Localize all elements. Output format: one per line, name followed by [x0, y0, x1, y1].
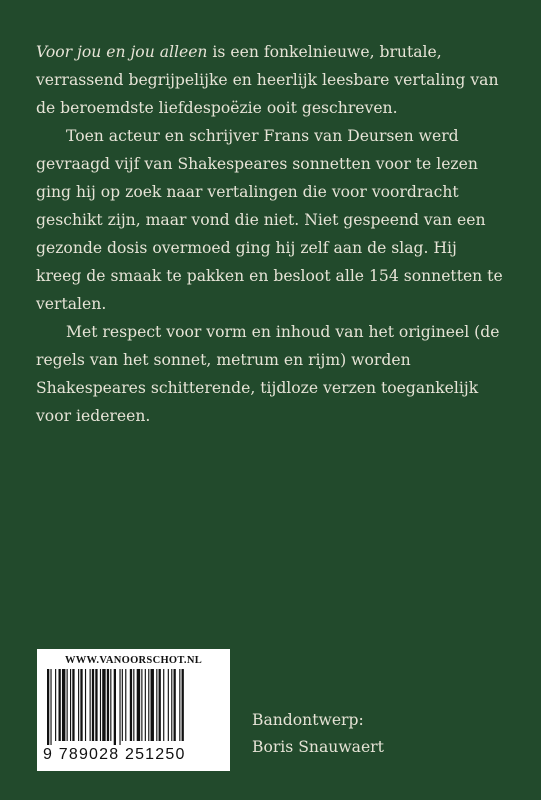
barcode-bar [100, 669, 101, 741]
barcode-bar [163, 669, 164, 741]
credit-name: Boris Snauwaert [252, 738, 384, 756]
barcode-bar [85, 669, 86, 741]
barcode-bar [55, 669, 56, 741]
barcode-bar [119, 669, 120, 745]
barcode-bar [67, 669, 68, 741]
barcode-bar [72, 669, 74, 741]
blurb-paragraph-1-text: is een fonkelnieuwe, brutale, verrassend begrijpelijke en heerlijk leesbare vertaling van de beroemdste liefdespoëzie ooit geschreven. [36, 43, 499, 117]
barcode-bar [92, 669, 94, 741]
barcode-bar [47, 669, 49, 745]
isbn-digits: 9 789028 251250 [43, 746, 186, 763]
publisher-url: WWW.VANOORSCHOT.NL [64, 655, 203, 666]
barcode-bar [107, 669, 109, 741]
barcode-bar [125, 669, 126, 741]
barcode-bar [182, 669, 184, 741]
barcode-bar [80, 669, 82, 741]
blurb-paragraph-1 [36, 38, 506, 122]
barcode-bar [50, 669, 51, 745]
blurb-paragraph-2: Toen acteur en schrijver Frans van Deursen werd gevraagd vijf van Shakespeares sonnetten voor te lezen ging hij op zoek naar vertalingen die voor voordracht geschikt zijn, maar vond die niet. Niet gespeend van een gezonde dosis overmoed ging hij zelf aan de slag. Hij kreeg de smaak te pakken en besloot alle 154 sonnetten te vertalen. [36, 127, 503, 313]
barcode-bars [45, 669, 223, 745]
barcode-bar [148, 669, 149, 741]
barcode-bar [133, 669, 134, 741]
barcode-bar [95, 669, 97, 741]
barcode-bar [141, 669, 142, 741]
blurb-text [36, 38, 506, 430]
blurb-paragraph-3: Met respect voor vorm en inhoud van het origineel (de regels van het sonnet, metrum en rijm) worden Shakespeares schitterende, tijdloze verzen toegankelijk voor iedereen. [36, 323, 500, 425]
barcode-bar [151, 669, 154, 741]
barcode-label [37, 649, 230, 771]
barcode-bar [78, 669, 79, 741]
barcode-bar [168, 669, 169, 741]
barcode-bar [130, 669, 132, 741]
barcode-bar [159, 669, 161, 741]
barcode-bar [156, 669, 157, 741]
barcode-bar [122, 669, 123, 741]
barcode-bar [174, 669, 176, 741]
barcode-bar [110, 669, 111, 741]
barcode-bar [70, 669, 71, 741]
barcode-bar [145, 669, 146, 741]
barcode-bar [59, 669, 61, 741]
barcode-bar [114, 669, 116, 745]
barcode-bar [90, 669, 91, 741]
barcode-bar [171, 669, 172, 741]
barcode-bar [62, 669, 65, 741]
barcode-bar [102, 669, 105, 741]
barcode-bar [137, 669, 140, 741]
credit-label: Bandontwerp: [252, 711, 364, 729]
book-title-italic: Voor jou en jou alleen [36, 43, 208, 61]
cover-design-credit [252, 707, 384, 761]
barcode-bar [179, 669, 180, 741]
